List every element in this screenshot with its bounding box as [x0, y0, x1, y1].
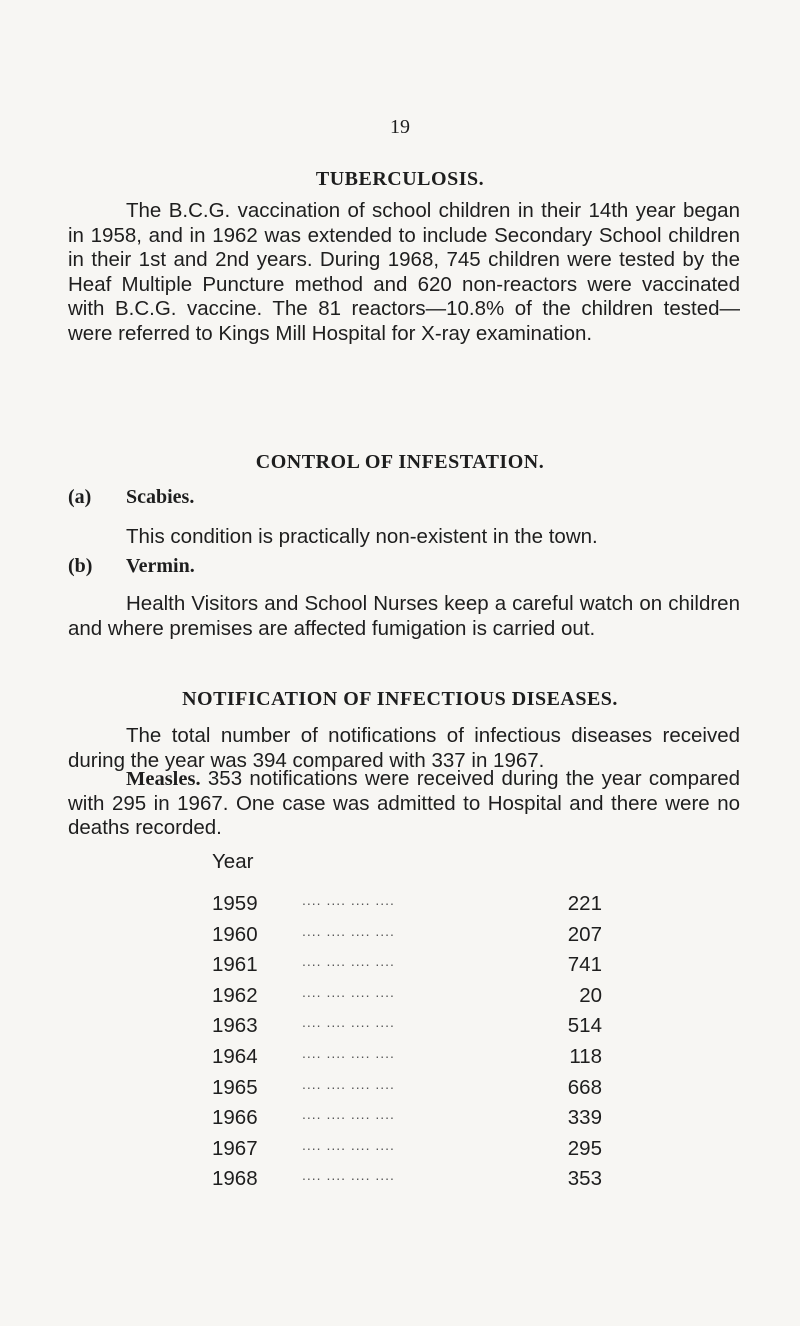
year-cell: 1966 [212, 1106, 258, 1130]
year-cell: 1968 [212, 1167, 258, 1191]
dot-leader: .... .... .... .... [302, 1167, 395, 1184]
year-cell: 1961 [212, 953, 258, 977]
value-cell: 295 [567, 1136, 602, 1160]
year-cell: 1964 [212, 1044, 258, 1068]
measles-paragraph [68, 767, 740, 841]
table-row [212, 1167, 612, 1198]
value-cell: 741 [567, 953, 602, 977]
table-row [212, 923, 612, 954]
year-cell: 1960 [212, 922, 258, 946]
dot-leader: .... .... .... .... [302, 1136, 395, 1153]
table-header-year: Year [212, 850, 254, 873]
year-cell: 1965 [212, 1075, 258, 1099]
scabies-subheading [68, 486, 194, 509]
table-row [212, 984, 612, 1015]
value-cell: 339 [567, 1106, 602, 1130]
dot-leader: .... .... .... .... [302, 892, 395, 908]
dot-leader: .... .... .... .... [302, 983, 395, 1000]
scabies-title: Scabies. [126, 486, 195, 508]
dot-leader: .... .... .... .... [302, 953, 395, 970]
value-cell: 118 [569, 1044, 602, 1068]
notification-heading: NOTIFICATION OF INFECTIOUS DISEASES. [182, 688, 618, 710]
measles-table [212, 892, 612, 1198]
dot-leader: .... .... .... .... [302, 1075, 395, 1092]
scabies-text: This condition is practically non-existent in the town. [126, 525, 598, 548]
table-row [212, 1106, 612, 1137]
tuberculosis-heading: TUBERCULOSIS. [315, 168, 485, 190]
year-cell: 1959 [212, 892, 258, 915]
notification-paragraph: The total number of notifications of infectious diseases received during the year was 394 compared with 337 in 1967. [68, 724, 740, 772]
scabies-label: (a) [68, 486, 92, 508]
table-row [212, 1014, 612, 1045]
vermin-title: Vermin. [126, 555, 195, 577]
dot-leader: .... .... .... .... [302, 922, 395, 939]
table-row [212, 1137, 612, 1168]
value-cell: 353 [567, 1167, 602, 1191]
measles-text: 353 notifications were received during the year compared with 295 in 1967. One case was admitted to Hospital and there were no deaths recorded. [68, 767, 740, 839]
table-row [212, 892, 612, 923]
infestation-heading: CONTROL OF INFESTATION. [255, 451, 545, 473]
table-row [212, 1076, 612, 1107]
vermin-label: (b) [68, 555, 93, 577]
dot-leader: .... .... .... .... [302, 1106, 395, 1123]
year-cell: 1963 [212, 1014, 258, 1038]
tuberculosis-paragraph: The B.C.G. vaccination of school children in their 14th year began in 1958, and in 1962 was extended to include Secondary School children in their 1st and 2nd years. During 1968, 745 children were tested by the Heaf Multiple Puncture method and 620 non-reactors were vaccinated with B.C.G. vaccine. The 81 reactors—10.8% of the children tested—were referred to Kings Mill Hospital for X-ray examination. [68, 199, 740, 345]
year-cell: 1967 [212, 1136, 258, 1160]
measles-label: Measles. [126, 768, 201, 790]
value-cell: 221 [567, 892, 602, 915]
table-row [212, 953, 612, 984]
dot-leader: .... .... .... .... [302, 1044, 395, 1061]
table-row [212, 1045, 612, 1076]
year-cell: 1962 [212, 983, 258, 1007]
vermin-text: Health Visitors and School Nurses keep a careful watch on children and where premises are affected fumigation is carried out. [68, 592, 740, 640]
dot-leader: .... .... .... .... [302, 1014, 395, 1031]
value-cell: 514 [567, 1014, 602, 1038]
page-number: 19 [390, 116, 410, 138]
value-cell: 207 [567, 922, 602, 946]
vermin-subheading [68, 555, 195, 578]
value-cell: 20 [579, 983, 602, 1007]
value-cell: 668 [567, 1075, 602, 1099]
